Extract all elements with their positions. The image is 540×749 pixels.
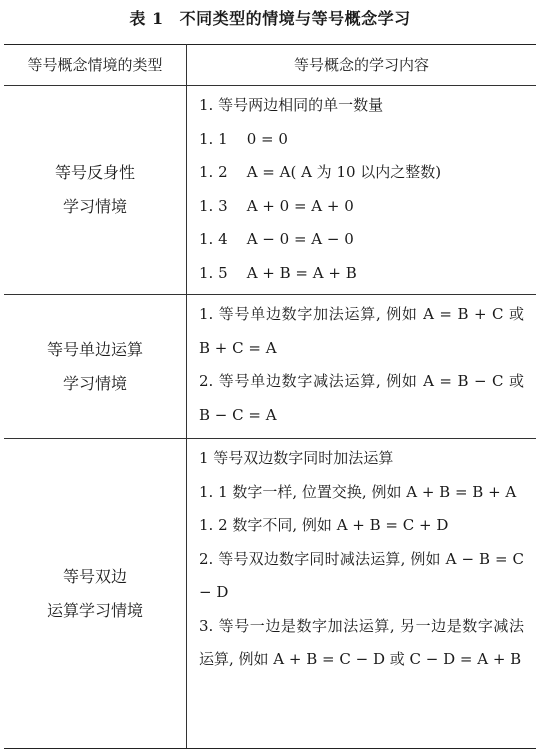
- caption-number: 表 1: [129, 9, 164, 28]
- content-item: 2. 等号单边数字减法运算, 例如 A = B − C 或 B − C = A: [199, 372, 524, 424]
- table-row: [4, 86, 536, 295]
- type-line: 运算学习情境: [46, 600, 143, 620]
- content-item: 2. 等号双边数字同时减法运算, 例如 A − B = C − D: [199, 549, 524, 601]
- content-item: 1. 1 0 = 0: [199, 129, 288, 148]
- row-content-one-side: [187, 295, 537, 439]
- table-row: [4, 295, 536, 439]
- content-item: 1. 4 A − 0 = A − 0: [199, 230, 354, 248]
- row-content-reflexive: [187, 86, 537, 295]
- caption-title: 不同类型的情境与等号概念学习: [179, 9, 411, 28]
- table-row: [4, 439, 536, 749]
- row-content-two-side: [187, 439, 537, 749]
- header-type: 等号概念情境的类型: [4, 45, 187, 86]
- row-type-one-side: [4, 295, 187, 439]
- content-item: 1. 等号单边数字加法运算, 例如 A = B + C 或 B + C = A: [199, 305, 524, 357]
- content-item: 1. 等号两边相同的单一数量: [199, 96, 384, 114]
- type-line: 学习情境: [62, 197, 127, 216]
- content-item: 1. 1 数字一样, 位置交换, 例如 A + B = B + A: [199, 482, 517, 501]
- content-item: 1. 3 A + 0 = A + 0: [199, 196, 354, 215]
- type-line: 学习情境: [62, 373, 127, 393]
- equal-sign-learning-table: [4, 44, 536, 749]
- table-caption: [0, 6, 540, 29]
- table-header-row: [4, 45, 536, 86]
- header-content: 等号概念的学习内容: [187, 45, 537, 86]
- row-type-two-side: [4, 439, 187, 749]
- row-type-reflexive: [4, 86, 187, 295]
- content-item: 1. 2 A = A( A 为 10 以内之整数): [199, 163, 442, 181]
- content-item: 1. 2 数字不同, 例如 A + B = C + D: [199, 516, 449, 534]
- content-item: 1. 5 A + B = A + B: [199, 263, 357, 282]
- content-item: 3. 等号一边是数字加法运算, 另一边是数字减法运算, 例如 A + B = C − D 或 C − D = A + B: [199, 616, 524, 668]
- content-item: 1 等号双边数字同时加法运算: [199, 449, 394, 467]
- type-line: 等号双边: [62, 566, 127, 586]
- type-line: 等号反身性: [54, 163, 135, 182]
- type-line: 等号单边运算: [46, 339, 143, 359]
